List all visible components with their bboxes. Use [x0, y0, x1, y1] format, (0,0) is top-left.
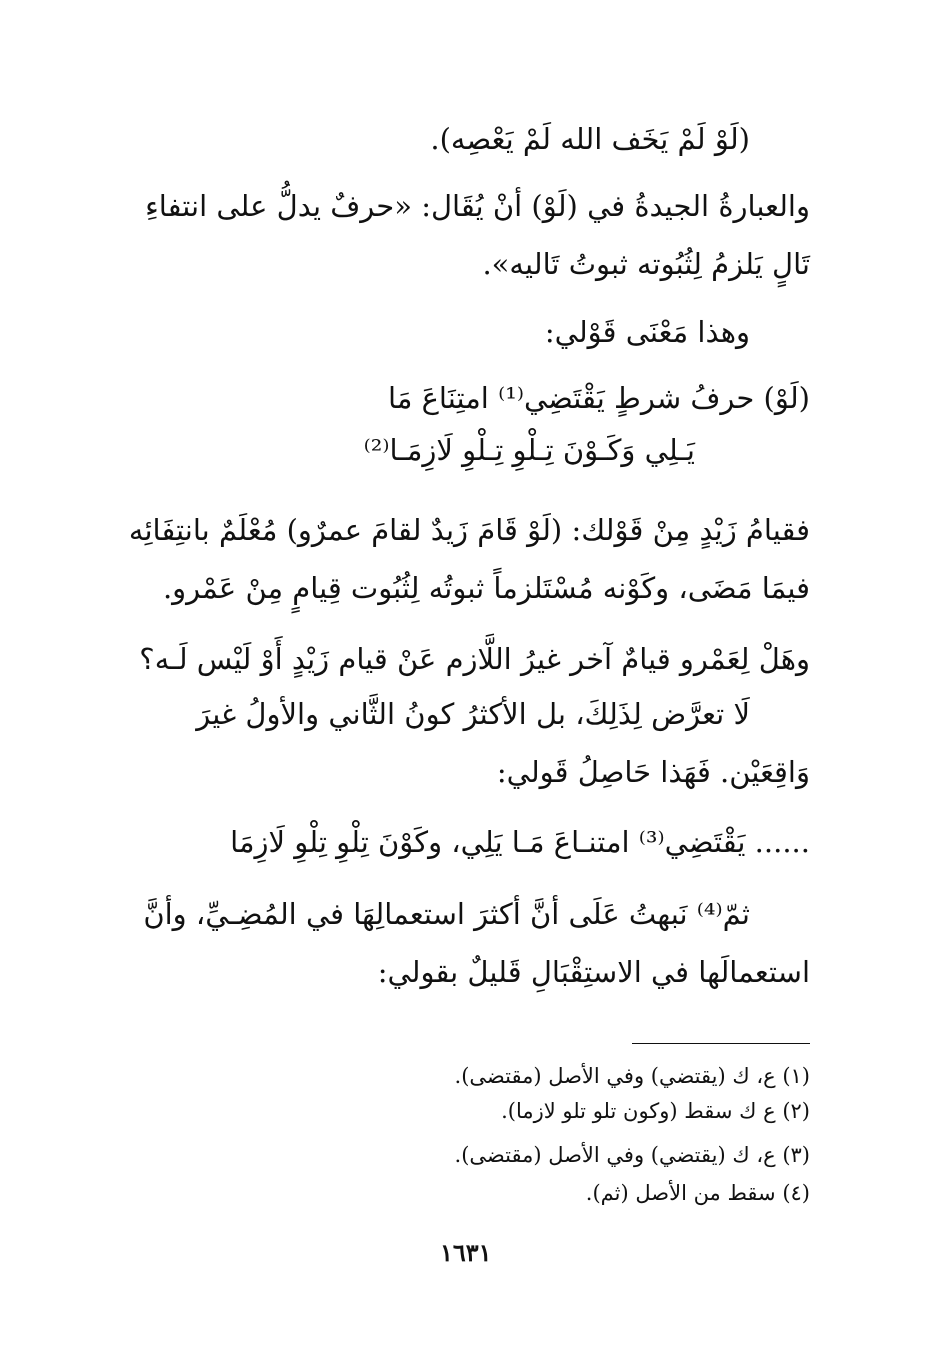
text-line-6: فيمَا مَضَى، وكَوْنه مُسْتَلزماً ثبوتُه لِثُبُوت قِيامٍ مِنْ عَمْرو. — [162, 571, 810, 605]
text-line-3: تَالٍ يَلزمُ لِثُبُوته ثبوتُ تَاليه». — [482, 247, 810, 281]
footnote-separator — [632, 1043, 810, 1044]
text-line-10: ثمّ⁽⁴⁾ نَبهتُ عَلَى أنَّ أكثرَ استعمالِهَا في المُضِـيِّ، وأنَّ — [143, 897, 750, 931]
footnote-2: (٢) ع ك سقط (وكون تلو تلو لازما). — [501, 1099, 810, 1123]
verse-line-1: (لَوْ) حرفُ شرطٍ يَقْتَضِي⁽¹⁾ امتِنَاعَ مَا — [388, 381, 810, 415]
text-line-1: (لَوْ لَمْ يَخَف الله لَمْ يَعْصِه). — [430, 122, 750, 156]
text-line-4: وهذا مَعْنَى قَوْلي: — [544, 315, 750, 349]
text-line-2: والعبارةُ الجيدةُ في (لَوْ) أنْ يُقَال: «حرفٌ يدلُّ على انتفاءِ — [145, 189, 810, 223]
text-line-11: استعمالَها في الاستِقْبَالِ قَليلٌ بقولي: — [377, 955, 810, 989]
footnote-1: (١) ع، ك (يقتضي) وفي الأصل (مقتضى). — [454, 1064, 810, 1088]
text-line-7: وهَلْ لِعَمْرو قيامٌ آخر غيرُ اللَّازم عَنْ قيام زَيْدٍ أَوْ لَيْس لَـه؟ — [139, 642, 810, 676]
footnote-3: (٣) ع، ك (يقتضي) وفي الأصل (مقتضى). — [454, 1143, 810, 1167]
page-number: ١٦٣١ — [440, 1238, 492, 1267]
verse-line-2: يَـلِي وَكَـوْنَ تِـلْوِ تِـلْوِ لَازِمَـا⁽²⁾ — [363, 433, 695, 467]
verse-line-3: ...... يَقْتَضِي⁽³⁾ امتنـاعَ مَـا يَلِي، وكَوْنَ تِلْوِ تِلْوِ لَازِمَا — [230, 825, 810, 859]
footnote-4: (٤) سقط من الأصل (ثم). — [585, 1181, 810, 1205]
text-line-9: وَاقِعَيْن. فَهَذا حَاصِلُ قَولي: — [496, 755, 810, 789]
text-line-5: فقيامُ زَيْدٍ مِنْ قَوْلك: (لَوْ قَامَ زَيدٌ لقامَ عمرٌو) مُعْلَمٌ بانتِفَائِه — [128, 513, 810, 547]
text-line-8: لَا تعرَّض لِذَلِكَ، بل الأكثرُ كونُ الثَّاني والأولُ غيرَ — [196, 697, 750, 731]
